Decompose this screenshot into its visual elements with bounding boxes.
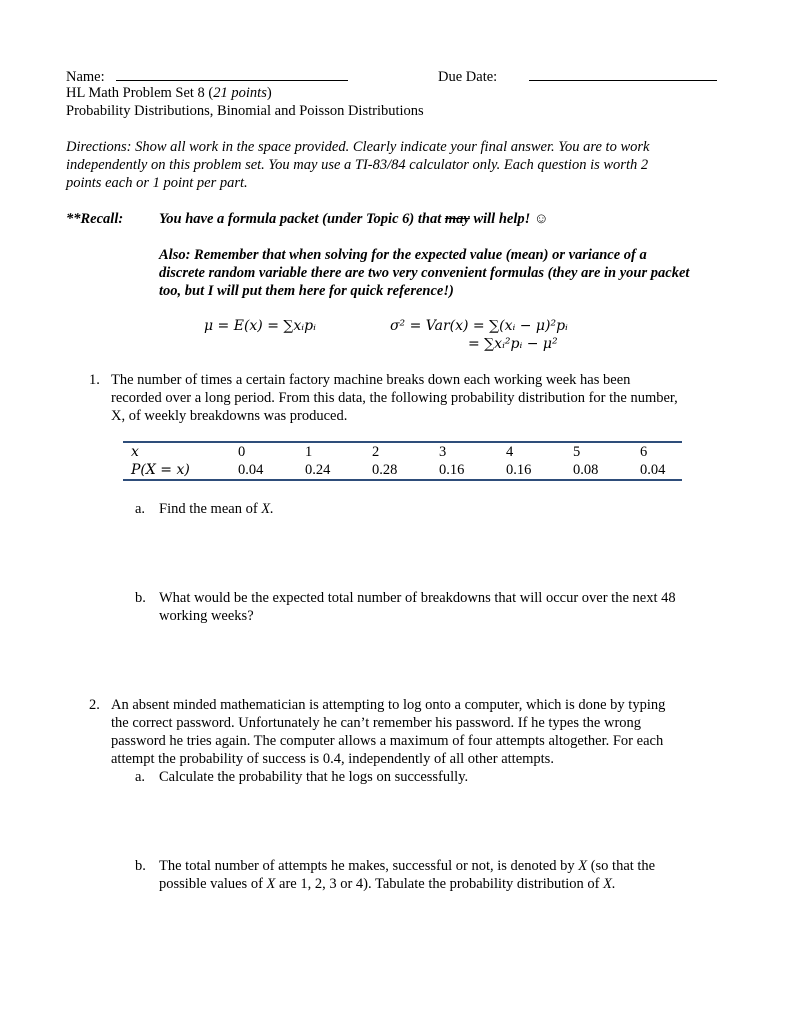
variance-formula-line-2: = ∑xᵢ²pᵢ − μ²	[468, 336, 558, 352]
table-cell: 6	[640, 444, 648, 460]
table-cell: 0.16	[506, 462, 532, 478]
recall-struck-word: may	[444, 211, 470, 227]
q2b-line-1	[159, 857, 655, 875]
q2-line-2: the correct password. Unfortunately he can’t remember his password. If he types the wrong	[111, 715, 642, 731]
table-cell: 0.24	[305, 462, 331, 478]
probability-distribution-table	[123, 441, 682, 481]
also-line-3: too, but I will put them here for quick reference!)	[159, 283, 454, 299]
q1-line-1: The number of times a certain factory machine breaks down each working week has been	[111, 372, 631, 388]
row-label-p: P(X = x)	[131, 462, 190, 478]
due-date-row	[438, 66, 717, 86]
due-date-blank	[529, 66, 717, 81]
row-label-x: x	[131, 444, 139, 460]
q1b-line-2: working weeks?	[159, 608, 254, 624]
title-suffix: )	[266, 85, 272, 101]
recall-text	[159, 210, 549, 228]
table-cell: 5	[573, 444, 581, 460]
table-row-x	[123, 442, 682, 461]
recall-label: **Recall:	[66, 211, 124, 227]
title-prefix: HL Math Problem Set 8 (	[66, 85, 214, 101]
q1b-label: b.	[135, 590, 146, 606]
q2b-variable: X.	[603, 876, 616, 892]
name-blank	[116, 66, 348, 81]
page-subtitle: Probability Distributions, Binomial and Poisson Distributions	[66, 103, 424, 119]
q1a-variable: X.	[261, 501, 274, 517]
q1a-label: a.	[135, 501, 146, 517]
table-cell: 0.04	[238, 462, 264, 478]
q1-line-2: recorded over a long period. From this data, the following probability distribution for the number,	[111, 390, 678, 406]
q2b-line-2-pre: possible values of	[159, 876, 267, 892]
q2-line-3: password he tries again. The computer allows a maximum of four attempts altogether. For each	[111, 733, 664, 749]
name-label: Name:	[66, 69, 105, 85]
recall-text-after: will help! ☺	[469, 211, 549, 227]
page-title	[66, 84, 272, 102]
table-cell: 0.28	[372, 462, 398, 478]
q1a-text	[159, 500, 274, 518]
q1a-text-main: Find the mean of	[159, 501, 262, 517]
directions-line-1: Directions: Show all work in the space provided. Clearly indicate your final answer. You are to work	[66, 139, 650, 155]
q2b-line-2	[159, 875, 616, 893]
also-line-1: Also: Remember that when solving for the expected value (mean) or variance of a	[159, 247, 647, 263]
q2-line-4: attempt the probability of success is 0.4, independently of all other attempts.	[111, 751, 554, 767]
recall-text-before: You have a formula packet (under Topic 6) that	[159, 211, 445, 227]
table-cell: 0	[238, 444, 246, 460]
due-date-label: Due Date:	[438, 69, 498, 85]
table-cell: 0.04	[640, 462, 666, 478]
also-line-2: discrete random variable there are two very convenient formulas (they are in your packet	[159, 265, 690, 281]
table-row-p	[123, 461, 682, 480]
directions-line-2: independently on this problem set. You may use a TI-83/84 calculator only. Each question is worth 2	[66, 157, 649, 173]
q2-line-1: An absent minded mathematician is attempting to log onto a computer, which is done by typing	[111, 697, 666, 713]
q2b-line-1-post: (so that the	[587, 858, 656, 874]
table-cell: 1	[305, 444, 313, 460]
q1-number: 1.	[89, 372, 100, 388]
q2b-variable: X	[266, 876, 276, 892]
title-points: 21 points	[213, 85, 267, 101]
table-cell: 4	[506, 444, 514, 460]
table-cell: 0.08	[573, 462, 599, 478]
q2b-line-1-pre: The total number of attempts he makes, successful or not, is denoted by	[159, 858, 579, 874]
mean-formula: μ = E(x) = ∑xᵢpᵢ	[204, 318, 316, 334]
q2b-variable: X	[578, 858, 588, 874]
table-cell: 0.16	[439, 462, 465, 478]
directions-line-3: points each or 1 point per part.	[66, 175, 248, 191]
q2b-label: b.	[135, 858, 146, 874]
q2-number: 2.	[89, 697, 100, 713]
q2a-label: a.	[135, 769, 146, 785]
q2a-text: Calculate the probability that he logs on successfully.	[159, 769, 469, 785]
variance-formula-line-1: σ² = Var(x) = ∑(xᵢ − μ)²pᵢ	[390, 318, 568, 334]
name-label-row	[66, 66, 348, 86]
table-cell: 3	[439, 444, 447, 460]
q2b-line-2-mid: are 1, 2, 3 or 4). Tabulate the probability distribution of	[275, 876, 604, 892]
q1-line-3: X, of weekly breakdowns was produced.	[111, 408, 348, 424]
q1b-line-1: What would be the expected total number of breakdowns that will occur over the next 48	[159, 590, 676, 606]
table-cell: 2	[372, 444, 380, 460]
